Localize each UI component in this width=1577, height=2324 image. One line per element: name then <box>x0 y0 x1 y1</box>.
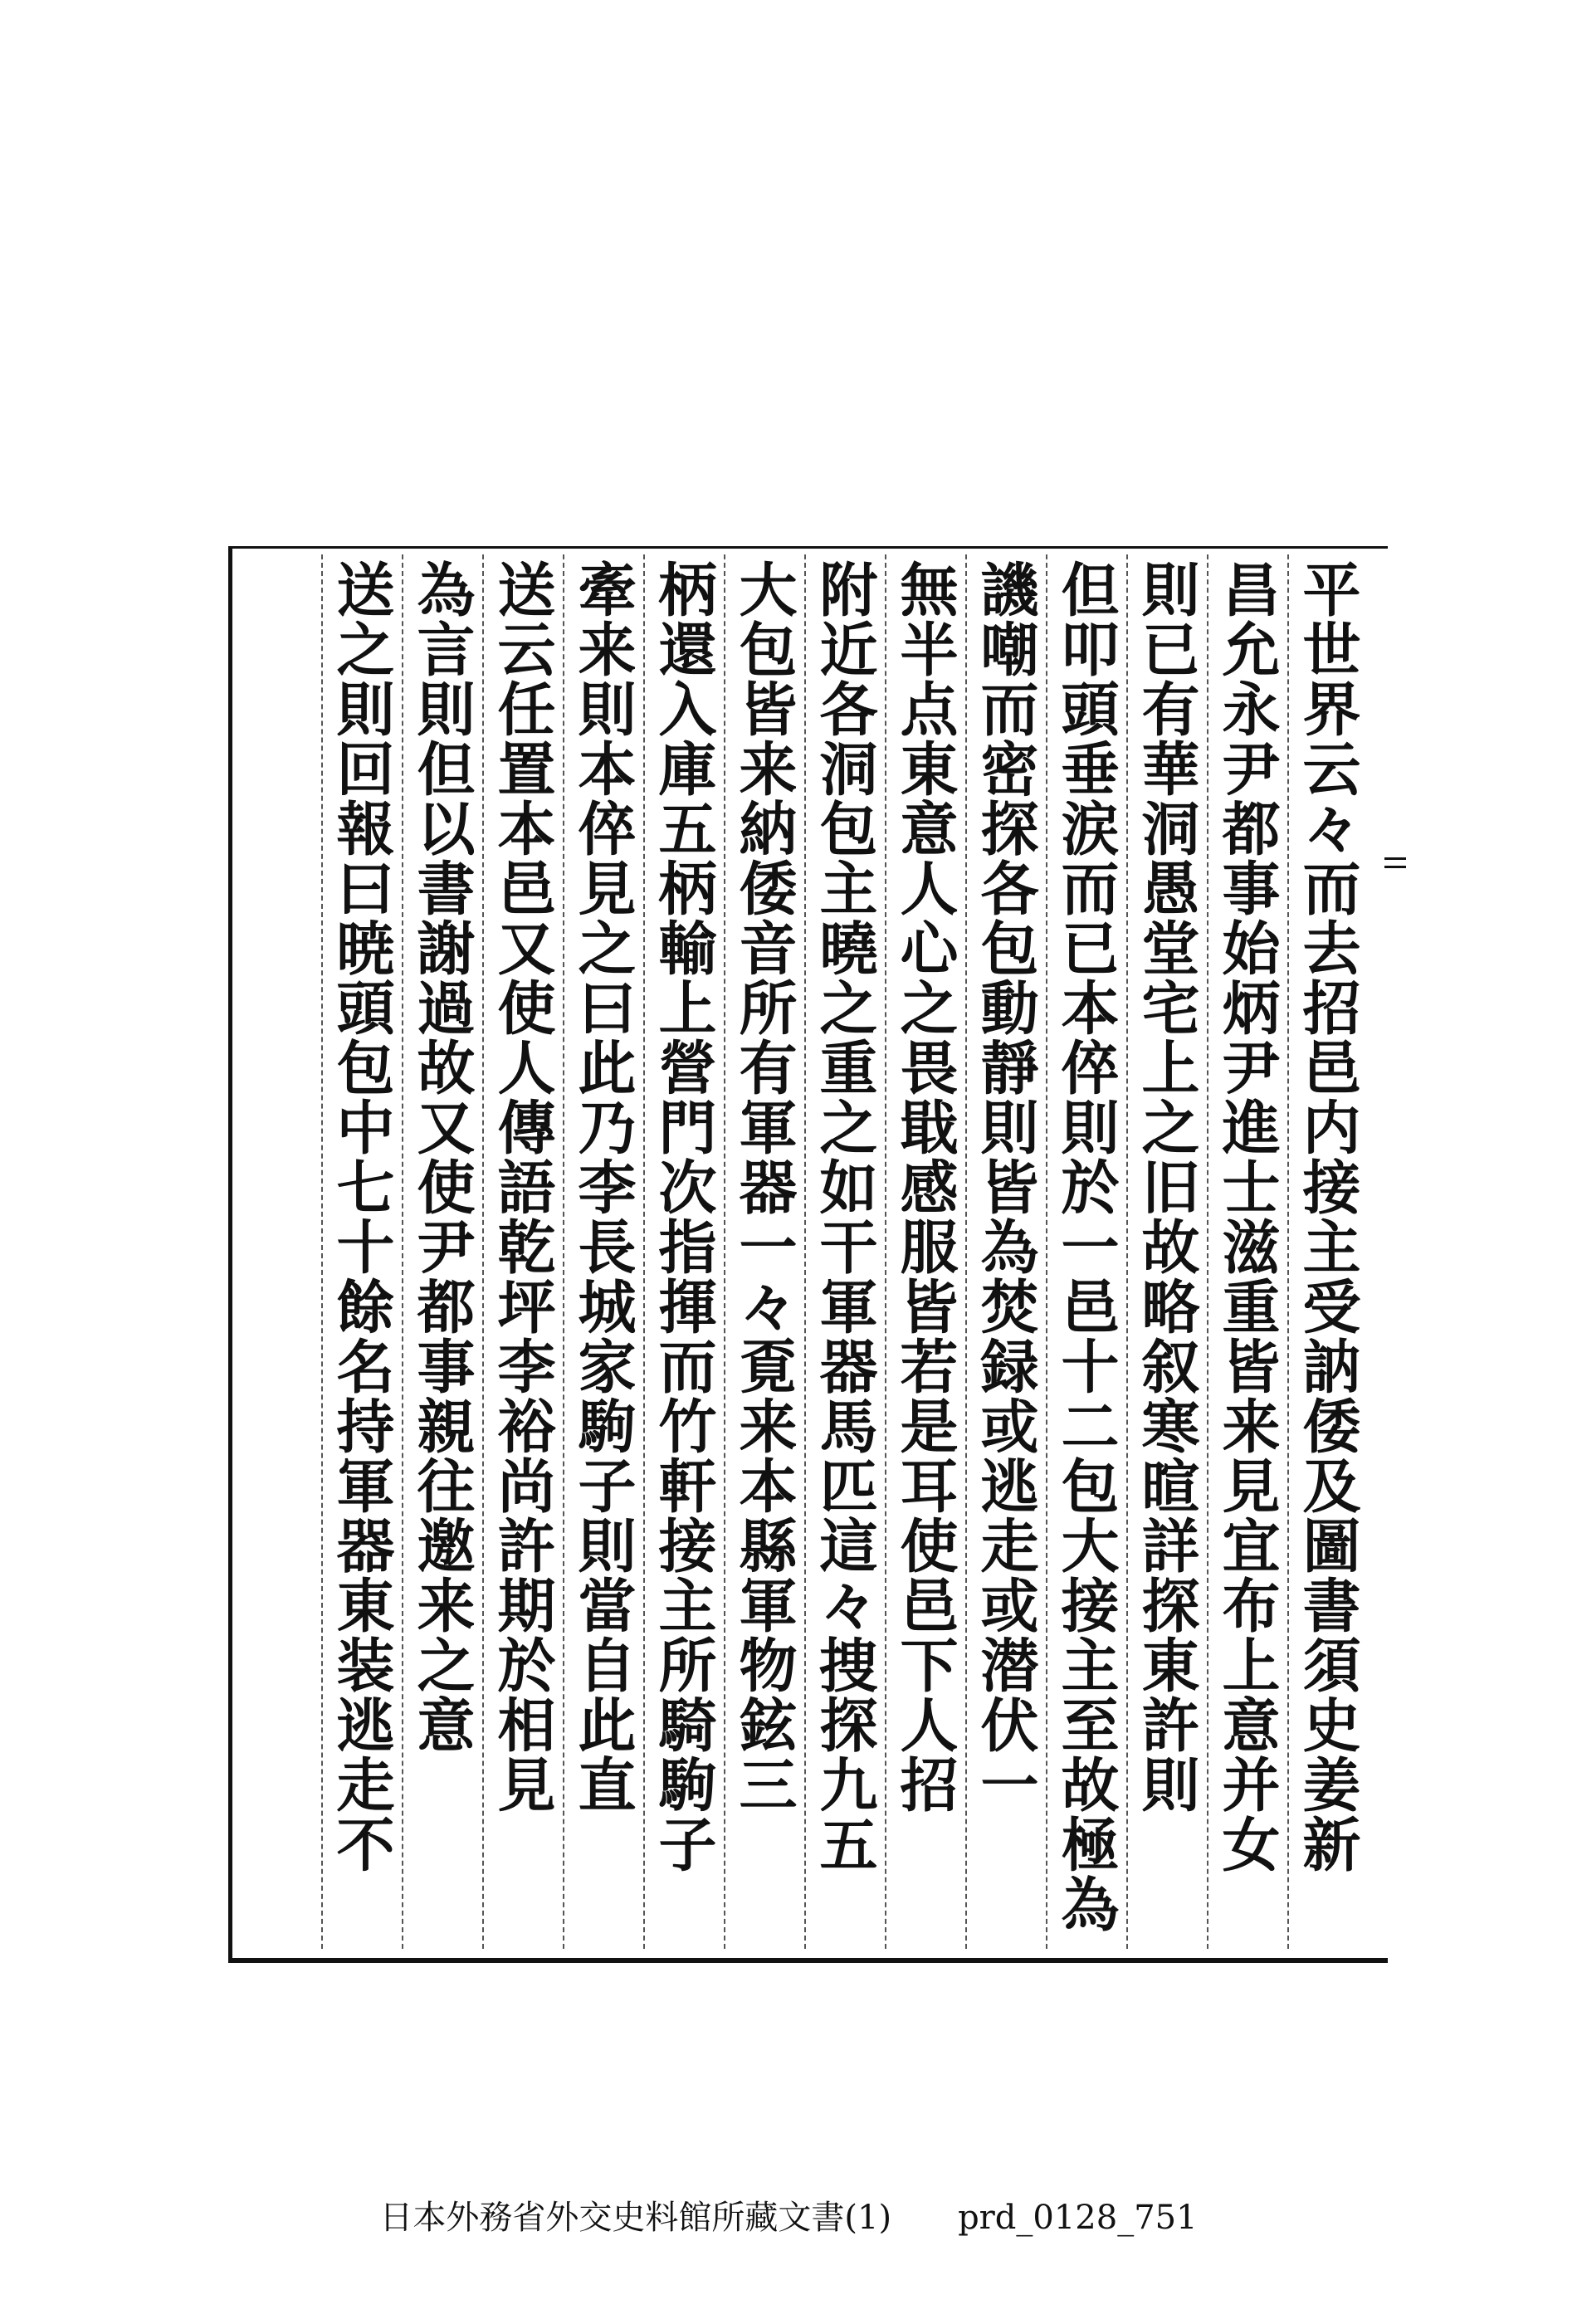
text-column-8: 大包皆来納倭音所有軍器一々覔来本縣軍物鉉三 <box>724 554 804 1949</box>
text-column-9: 柄還入庫五柄輸上營門次指揮而竹軒接主所騎駒子 <box>643 554 724 1949</box>
text-column-13: 送之則回報曰暁頭包中七十餘名持軍器東装逃走不 <box>321 554 402 1949</box>
text-column-6: 無半点東意人心之畏戢感服皆若是耳使邑下人招 <box>885 554 965 1949</box>
text-column-5: 譏嘲而密探各包動靜則皆為焚録或逃走或潜伏一 <box>965 554 1046 1949</box>
text-column-1: 平世界云々而去招邑内接主受訥倭及圖書須史姜新 <box>1287 554 1368 1949</box>
margin-mark <box>1384 857 1406 860</box>
footer-caption: 日本外務省外交史料館所藏文書(1) prd_0128_751 <box>379 2199 1198 2237</box>
text-column-4: 但叩頭垂涙而已本倅則於一邑十二包大接主至故極為 <box>1046 554 1126 1949</box>
text-column-3: 則已有華洞愚堂宅上之旧故略叙寒暄詳探東許則 <box>1126 554 1207 1949</box>
text-column-7: 附近各洞包主曉之重之如干軍器馬匹這々捜探九五 <box>804 554 885 1949</box>
text-column-11: 送云任置本邑又使人傳語乾坪李裕尚許期於相見 <box>482 554 563 1949</box>
margin-mark <box>1384 866 1406 868</box>
text-column-10: 牽来則本倅見之曰此乃李長城家駒子則當自此直 <box>563 554 643 1949</box>
text-columns <box>239 554 1368 1949</box>
text-column-12: 為言則但以書謝過故又使尹都事親往邀来之意 <box>402 554 482 1949</box>
text-column-2: 昌允永尹都事始炳尹進士滋重皆来見宜布上意并女 <box>1207 554 1287 1949</box>
